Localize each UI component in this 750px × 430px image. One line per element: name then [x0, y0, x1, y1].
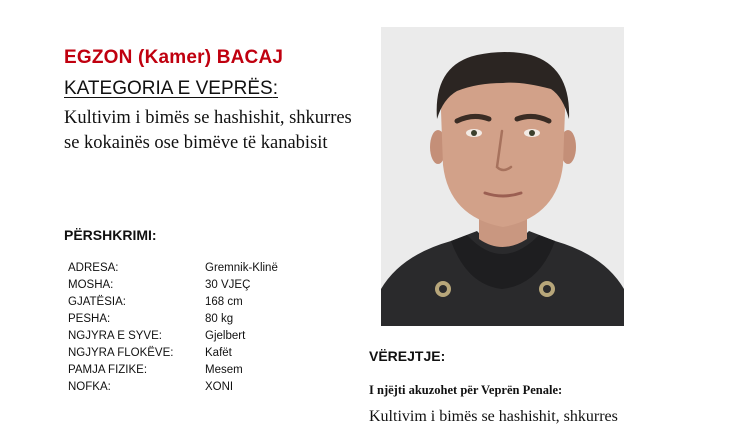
attribute-value: Gjelbert — [205, 330, 246, 342]
attribute-key: NGJYRA E SYVE: — [68, 330, 162, 342]
attribute-row — [68, 328, 325, 345]
person-photo — [381, 27, 624, 326]
portrait-illustration — [381, 27, 624, 326]
attribute-row — [68, 294, 325, 311]
attribute-value: Gremnik-Klinë — [205, 262, 278, 274]
attribute-key: GJATËSIA: — [68, 296, 126, 308]
attribute-row — [68, 362, 325, 379]
category-label — [64, 78, 278, 100]
attribute-key: MOSHA: — [68, 279, 114, 291]
attribute-key: PAMJA FIZIKE: — [68, 364, 148, 376]
attribute-row — [68, 345, 325, 362]
person-name: EGZON (Kamer) BACAJ — [64, 47, 284, 68]
attribute-value: 80 kg — [205, 313, 234, 325]
attribute-value: Mesem — [205, 364, 243, 376]
attribute-value: 168 cm — [205, 296, 243, 308]
category-label-colon: : — [272, 78, 278, 99]
attribute-key: NOFKA: — [68, 381, 111, 393]
attribute-key: NGJYRA FLOKËVE: — [68, 347, 174, 359]
attribute-row — [68, 260, 325, 277]
attribute-value: XONI — [205, 381, 234, 393]
category-text: Kultivim i bimës se hashishit, shkurres se kokainës ose bimëve të kanabisit — [64, 108, 352, 153]
remarks-heading: VËREJTJE: — [369, 348, 446, 364]
attribute-row — [68, 311, 325, 328]
description-heading: PËRSHKRIMI: — [64, 227, 157, 243]
remarks-subheading: I njëjti akuzohet për Veprën Penale: — [369, 383, 563, 397]
attribute-key: PESHA: — [68, 313, 111, 325]
category-label-text: KATEGORIA E VEPRËS — [64, 78, 273, 99]
attribute-value: Kafët — [205, 347, 232, 359]
attribute-value: 30 VJEÇ — [205, 279, 251, 291]
attribute-key: ADRESA: — [68, 262, 119, 274]
attribute-list — [68, 260, 325, 396]
remarks-text: Kultivim i bimës se hashishit, shkurres — [369, 408, 618, 425]
attribute-row — [68, 379, 325, 396]
attribute-row — [68, 277, 325, 294]
